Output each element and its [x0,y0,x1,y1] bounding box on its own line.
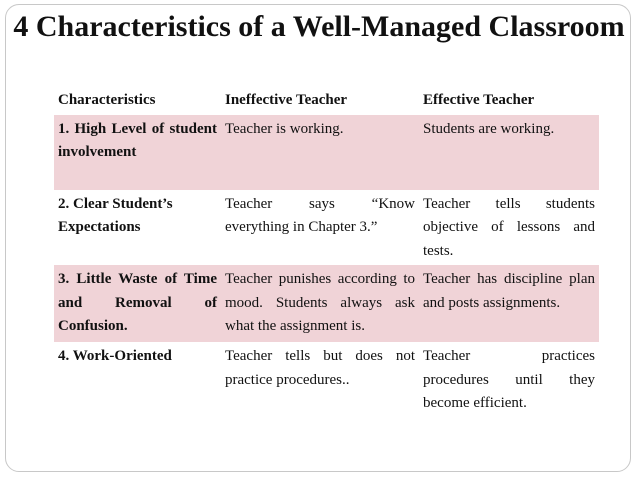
effective-cell: Teacher practices procedures until they become efficient. [423,348,595,411]
table-row [54,190,599,266]
column-header-characteristics: Characteristics [58,92,156,108]
table-header-row [54,86,599,115]
effective-cell: Teacher tells students objective of lessons and tests. [423,195,595,259]
ineffective-cell: Teacher is working. [221,115,419,190]
effective-cell: Students are working. [419,115,599,190]
table-row [54,115,599,190]
characteristic-cell: 3. Little Waste of Time and Removal of Confusion. [54,265,221,342]
ineffective-cell: Teacher says “Know everything in Chapter 3.” [225,195,415,235]
column-header-effective: Effective Teacher [423,92,535,108]
characteristic-cell: 2. Clear Student’s Expectations [58,195,173,235]
ineffective-cell: Teacher tells but does not practice procedures.. [225,348,415,388]
effective-cell: Teacher has discipline plan and posts assignments. [419,265,599,342]
ineffective-cell: Teacher punishes according to mood. Students always ask what the assignment is. [221,265,419,342]
characteristic-cell: 4. Work-Oriented [58,348,172,364]
table-row [54,265,599,342]
characteristics-table [54,86,599,418]
column-header-ineffective: Ineffective Teacher [225,92,348,108]
slide-title: 4 Characteristics of a Well-Managed Classroom [13,10,625,43]
table-row [54,342,599,418]
characteristic-cell: 1. High Level of student involvement [54,115,221,190]
